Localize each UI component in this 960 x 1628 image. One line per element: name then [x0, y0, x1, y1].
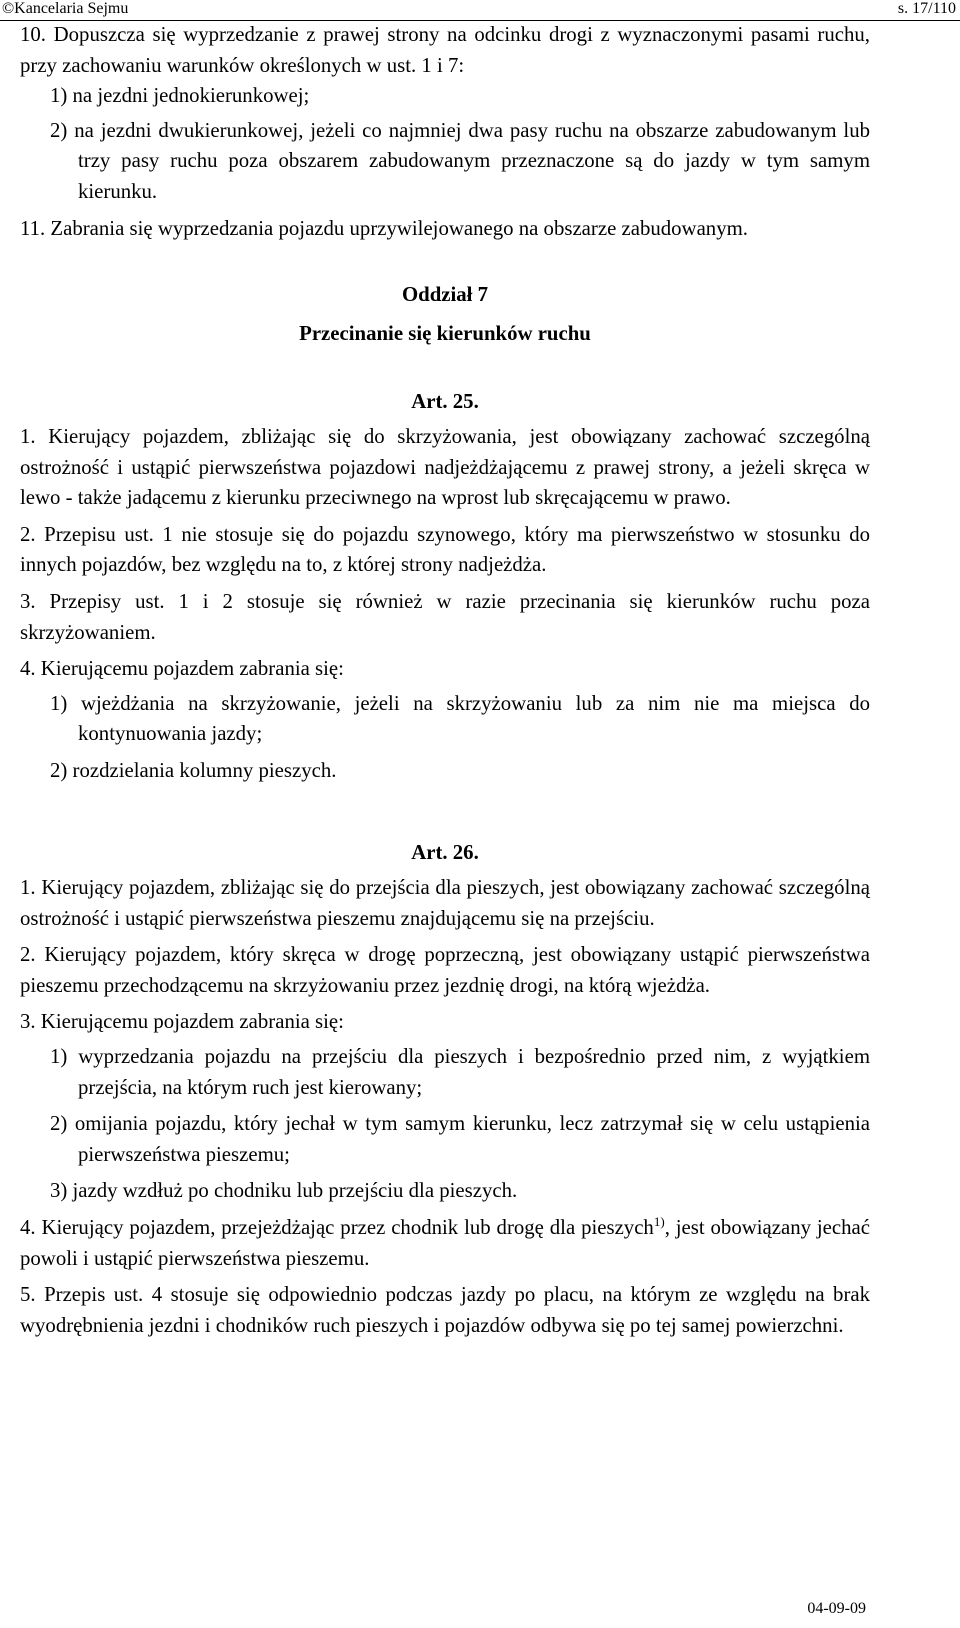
art25-paragraph-4: 4. Kierującemu pojazdem zabrania się:: [20, 657, 344, 681]
art26-paragraph-5: 5. Przepis ust. 4 stosuje się odpowiednio podczas jazdy po placu, na którym ze względu na brak wyodrębnienia jezdni i chodników ruch pieszych i pojazdów odbywa się po tej samej powierzchni.: [20, 1283, 870, 1337]
paragraph-10: 10. Dopuszcza się wyprzedzanie z prawej strony na odcinku drogi z wyznaczonymi pasami ruchu, przy zachowaniu warunków określonych w ust. 1 i 7:: [20, 23, 870, 77]
footnote-marker[interactable]: 1): [653, 1214, 665, 1229]
art25-paragraph-2: 2. Przepisu ust. 1 nie stosuje się do pojazdu szynowego, który ma pierwszeństwo w stosunku do innych pojazdów, bez względu na to, z której strony nadjeżdża.: [20, 522, 870, 577]
art25-paragraph-3: 3. Przepisy ust. 1 i 2 stosuje się również w razie przecinania się kierunków ruchu poza skrzyżowaniem.: [20, 589, 870, 644]
list-item: 3) jazdy wzdłuż po chodniku lub przejściu dla pieszych.: [50, 1179, 518, 1203]
header-source: ©Kancelaria Sejmu: [2, 0, 129, 17]
page-header: [0, 0, 960, 21]
list-item: 2) omijania pojazdu, który jechał w tym samym kierunku, lecz zatrzymał się w celu ustąpienia pierwszeństwa pieszemu;: [50, 1112, 870, 1166]
art25-paragraph-1: 1. Kierujący pojazdem, zbliżając się do skrzyżowania, jest obowiązany zachować szczególną ostrożność i ustąpić pierwszeństwa pojazdowi nadjeżdżającemu z prawej strony, a jeżeli skręca w lewo - także jadącemu z kierunku przeciwnego na wprost lub skręcającemu w prawo.: [20, 424, 870, 510]
art26-p4-text-end: , jest obowiązany jechać powoli i ustąpić pierwszeństwa pieszemu.: [20, 1216, 871, 1270]
paragraph-11: 11. Zabrania się wyprzedzania pojazdu uprzywilejowanego na obszarze zabudowanym.: [20, 216, 748, 240]
art26-paragraph-4: [20, 1213, 870, 1274]
list-item: 1) wjeżdżania na skrzyżowanie, jeżeli na skrzyżowaniu lub za nim nie ma miejsca do kontynuowania jazdy;: [50, 691, 870, 746]
document-body: [20, 20, 870, 1341]
list-item: 1) wyprzedzania pojazdu na przejściu dla pieszych i bezpośrednio przed nim, z wyjątkiem przejścia, na którym ruch jest kierowany;: [50, 1045, 870, 1099]
list-item: 1) na jezdni jednokierunkowej;: [50, 84, 310, 108]
footer-date: 04-09-09: [807, 1600, 866, 1617]
art26-p4-text: 4. Kierujący pojazdem, przejeżdżając przez chodnik lub drogę dla pieszych: [20, 1216, 654, 1239]
list-item: 2) na jezdni dwukierunkowej, jeżeli co najmniej dwa pasy ruchu na obszarze zabudowanym lub trzy pasy ruchu poza obszarem zabudowanym przeznaczone są do jazdy w tym samym kierunku.: [50, 118, 870, 203]
article-26-heading: Art. 26.: [411, 841, 479, 865]
article-25-heading: Art. 25.: [411, 390, 479, 414]
division-subtitle: Przecinanie się kierunków ruchu: [299, 321, 591, 345]
header-page-number: s. 17/110: [897, 0, 956, 17]
art26-paragraph-2: 2. Kierujący pojazdem, który skręca w drogę poprzeczną, jest obowiązany ustąpić pierwszeństwa pieszemu przechodzącemu na skrzyżowaniu przez jezdnię drogi, na którą wjeżdża.: [20, 943, 870, 997]
list-item: 2) rozdzielania kolumny pieszych.: [50, 758, 337, 782]
division-title: Oddział 7: [401, 283, 489, 307]
art26-paragraph-3: 3. Kierującemu pojazdem zabrania się:: [20, 1010, 344, 1034]
art26-paragraph-1: 1. Kierujący pojazdem, zbliżając się do przejścia dla pieszych, jest obowiązany zachować szczególną ostrożność i ustąpić pierwszeństwa pieszemu znajdującemu się na przejściu.: [20, 876, 870, 930]
